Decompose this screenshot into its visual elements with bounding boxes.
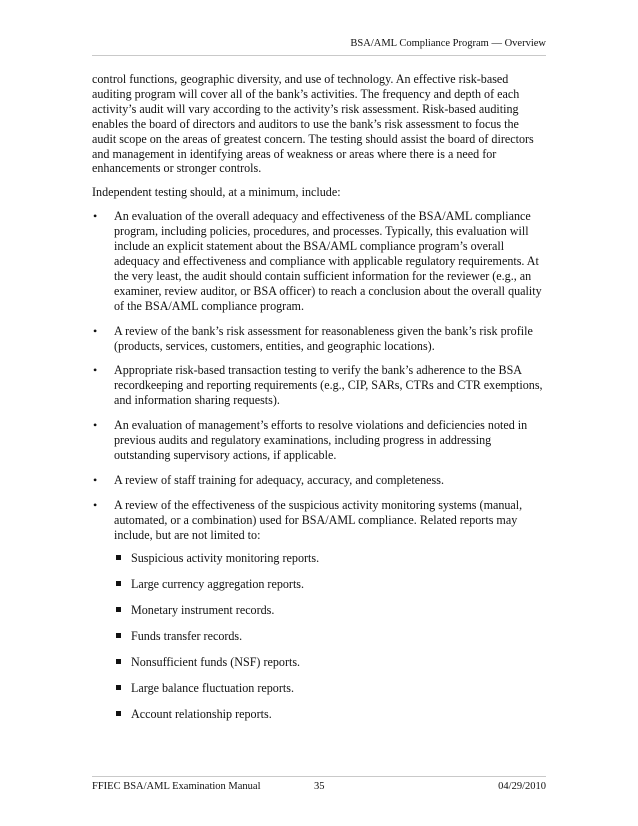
square-bullet-icon — [116, 607, 121, 612]
square-bullet-icon — [116, 581, 121, 586]
sub-list-item — [114, 681, 546, 696]
bullet-icon: • — [93, 497, 98, 512]
square-bullet-icon — [116, 659, 121, 664]
bullet-icon: • — [93, 323, 98, 338]
sub-list-item-text: Monetary instrument records. — [131, 603, 275, 618]
sub-list-item-text: Nonsufficient funds (NSF) reports. — [131, 655, 301, 670]
sub-list-item — [114, 551, 546, 566]
square-bullet-icon — [116, 711, 121, 716]
list-item-text: A review of staff training for adequacy, accuracy, and completeness. — [114, 472, 444, 487]
page-footer — [92, 776, 546, 792]
square-bullet-icon — [116, 555, 121, 560]
sub-list-item-text: Suspicious activity monitoring reports. — [131, 551, 320, 566]
report-types-list — [114, 551, 546, 721]
list-item-text: Appropriate risk-based transaction testing to verify the bank’s adherence to the BSA recordkeeping and reporting requirements (e.g., CIP, SARs, CTRs and CTR exemptions, and information sharing requests). — [114, 363, 543, 408]
body-paragraph-1: control functions, geographic diversity, and use of technology. An effective risk-based auditing program will cover all of the bank’s activities. The frequency and depth of each activity’s audit will vary according to the activity’s risk assessment. Risk-based auditing enables the board of directors and auditors to use the bank’s risk assessment to focus the audit scope on the areas of greatest concern. The testing should assist the board of directors and management in identifying areas of weakness or areas where there is a need for enhancements or stronger controls. — [92, 72, 534, 176]
sub-list-item — [114, 655, 546, 670]
list-item-text: A review of the bank’s risk assessment for reasonableness given the bank’s risk profile (products, services, customers, entities, and geographic locations). — [114, 323, 533, 353]
square-bullet-icon — [116, 685, 121, 690]
list-item — [92, 498, 546, 722]
bullet-icon: • — [93, 418, 98, 433]
sub-list-item-text: Funds transfer records. — [131, 629, 243, 644]
bullet-icon: • — [93, 209, 98, 224]
sub-list-item — [114, 707, 546, 722]
bullet-icon: • — [93, 363, 98, 378]
list-item — [92, 324, 546, 354]
sub-list-item — [114, 629, 546, 644]
list-item-text: An evaluation of management’s efforts to resolve violations and deficiencies noted in previous audits and regulatory examinations, including progress in addressing outstanding supervisory actions, if applicable. — [114, 418, 528, 462]
bullet-icon: • — [93, 472, 98, 487]
list-item-text: A review of the effectiveness of the suspicious activity monitoring systems (manual, automated, or a combination) used for BSA/AML compliance. Related reports may include, but are not limited to: — [114, 497, 523, 542]
sub-list-item-text: Large currency aggregation reports. — [131, 577, 305, 592]
footer-date: 04/29/2010 — [498, 781, 546, 792]
footer-manual-name: FFIEC BSA/AML Examination Manual — [92, 781, 261, 792]
list-item — [92, 473, 546, 488]
requirements-list — [92, 209, 546, 722]
page-number: 35 — [314, 781, 325, 792]
body-paragraph-2: Independent testing should, at a minimum, include: — [92, 185, 341, 200]
list-item — [92, 363, 546, 408]
list-item — [92, 209, 546, 313]
sub-list-item-text: Large balance fluctuation reports. — [131, 681, 294, 695]
sub-list-item — [114, 603, 546, 618]
running-title: BSA/AML Compliance Program — Overview — [350, 38, 546, 49]
page-body — [92, 72, 546, 733]
list-item — [92, 418, 546, 463]
running-header — [92, 38, 546, 56]
list-item-text: An evaluation of the overall adequacy and effectiveness of the BSA/AML compliance program, including policies, procedures, and processes. Typically, this evaluation will include an explicit statement about the BSA/AML compliance program’s overall adequacy and effectiveness and compliance with applicable regulatory requirements. At the very least, the audit should contain sufficient information for the reviewer (e.g., an examiner, review auditor, or BSA officer) to reach a conclusion about the overall quality of the BSA/AML compliance program. — [114, 209, 542, 313]
square-bullet-icon — [116, 633, 121, 638]
sub-list-item-text: Account relationship reports. — [131, 706, 272, 721]
sub-list-item — [114, 577, 546, 592]
